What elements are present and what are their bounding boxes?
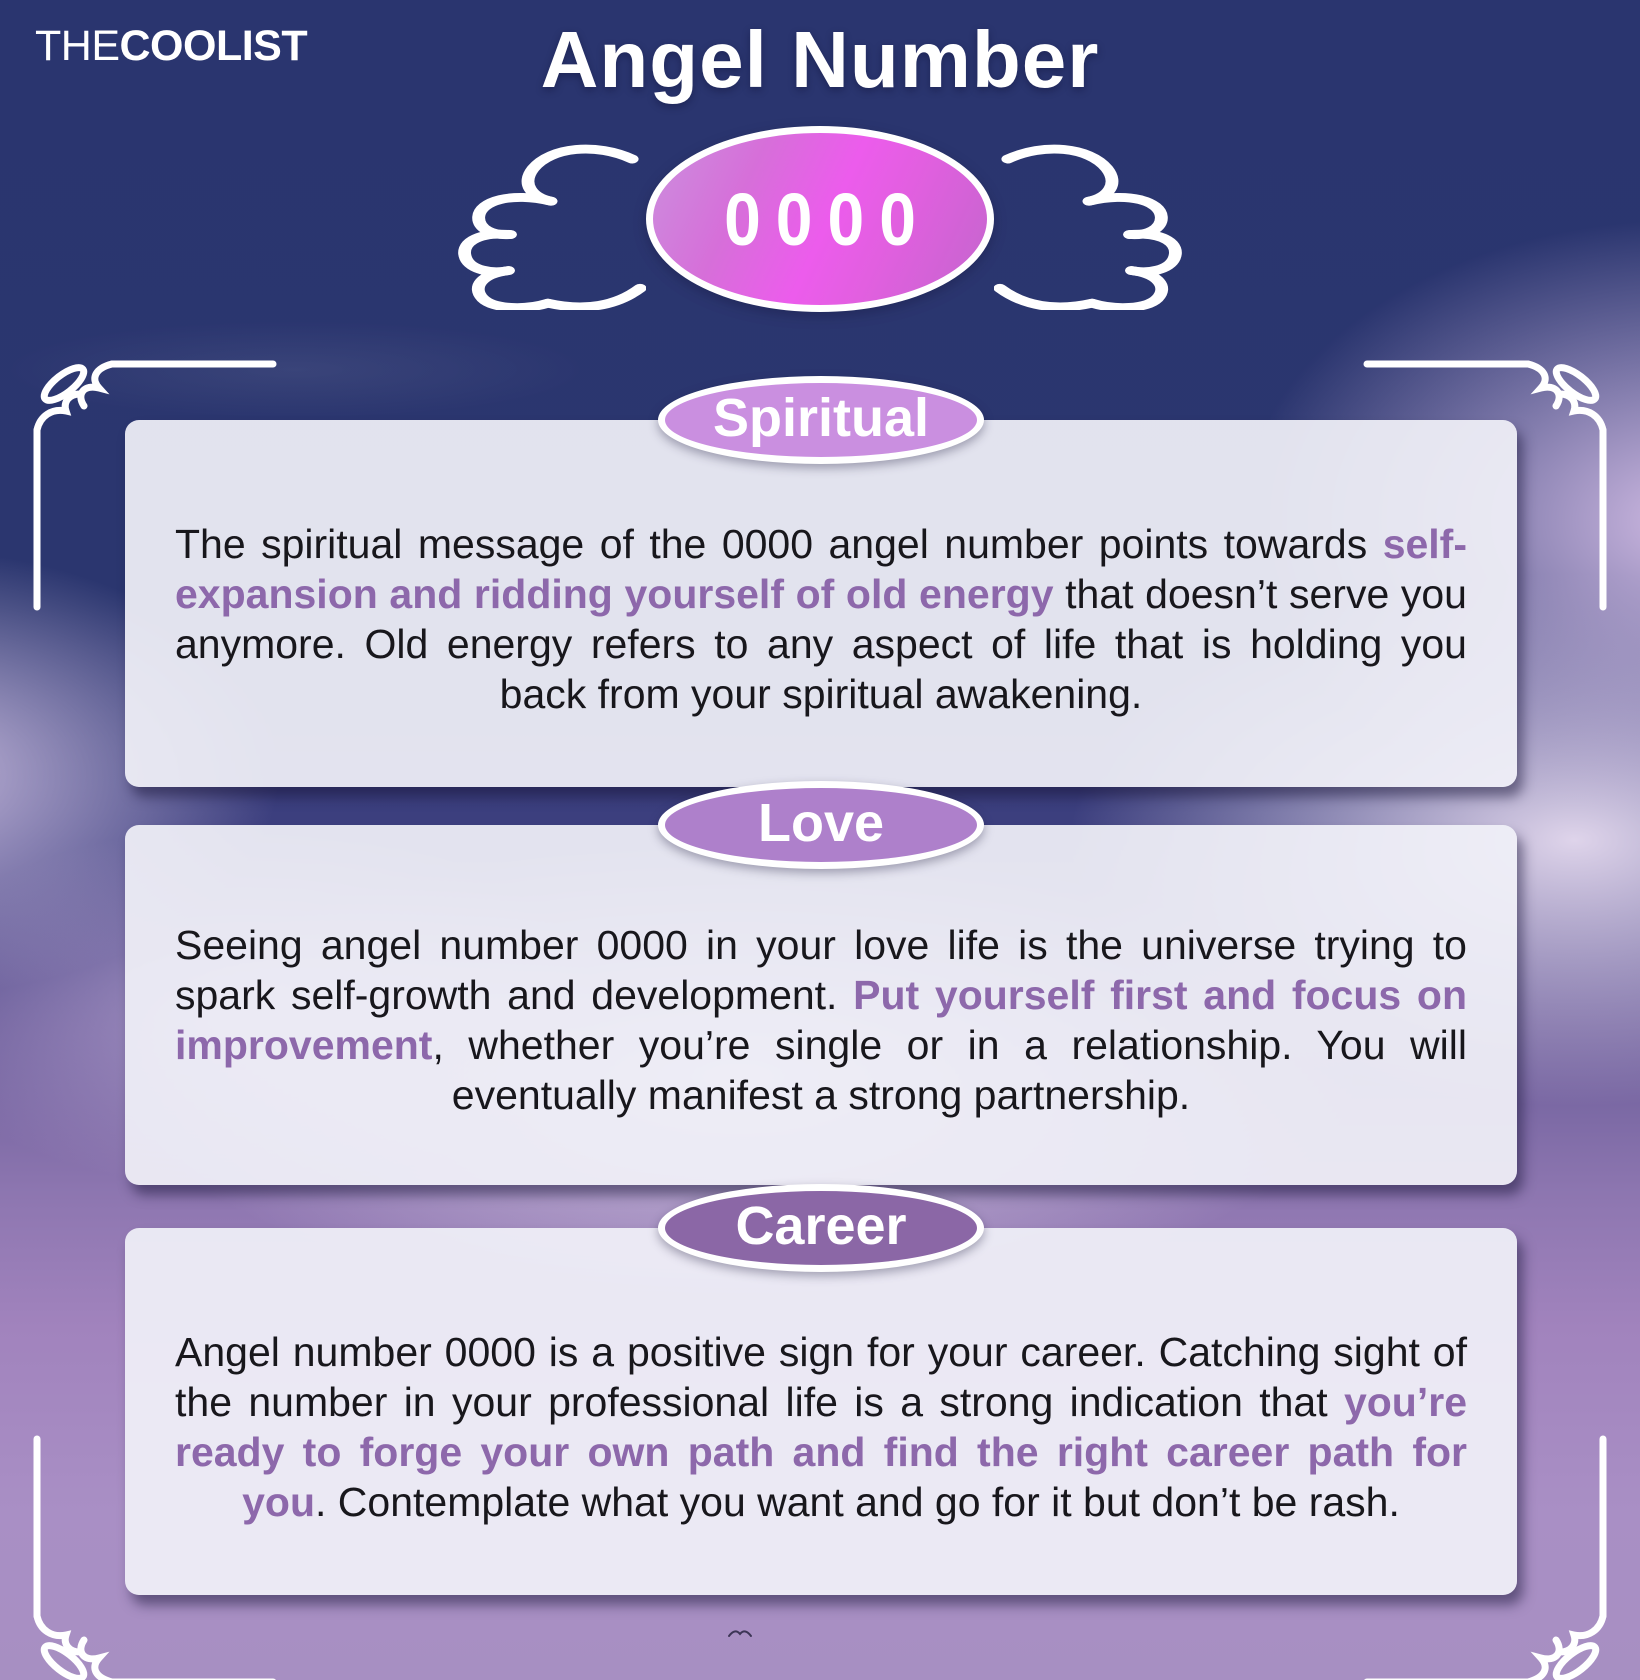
career-text-highlight: you’re ready to forge your own path and find the right career path for you (175, 1378, 1467, 1525)
page-title: Angel Number (540, 15, 1100, 104)
section-spiritual (125, 388, 1517, 787)
badge-career-label: Career (735, 1196, 907, 1256)
career-text (175, 1327, 1467, 1527)
angel-number-oval (646, 126, 994, 312)
badge-spiritual-label: Spiritual (712, 388, 930, 448)
love-text (175, 920, 1467, 1120)
panel-career (125, 1228, 1517, 1595)
panel-spiritual (125, 420, 1517, 787)
brand-suffix: COOLIST (119, 22, 308, 70)
spiritual-text-pre: The spiritual message of the 0000 angel number points towards (175, 520, 1383, 567)
angel-wing-right-icon (994, 140, 1192, 310)
love-text-highlight: Put yourself first and focus on improvement (175, 972, 1467, 1068)
angel-number-value: 0000 (724, 177, 931, 261)
spiritual-text (175, 519, 1467, 719)
section-love (125, 793, 1517, 1185)
love-text-post: , whether you’re single or in a relationship. You will eventually manifest a strong partnership. (432, 1022, 1467, 1118)
spiritual-text-highlight: self-expansion and ridding yourself of old energy (175, 520, 1467, 617)
bird-silhouette (727, 1627, 753, 1639)
panel-love (125, 825, 1517, 1185)
badge-love (658, 781, 984, 869)
career-text-pre: Angel number 0000 is a positive sign for your career. Catching sight of the number in your professional life is a strong indication that (175, 1328, 1467, 1425)
spiritual-text-post: that doesn’t serve you anymore. Old energy refers to any aspect of life that is holding you back from your spiritual awakening. (175, 570, 1467, 717)
winged-number (0, 118, 1640, 328)
badge-career (658, 1184, 984, 1272)
career-text-post: . Contemplate what you want and go for it but don’t be rash. (315, 1478, 1400, 1525)
badge-spiritual (658, 376, 984, 464)
love-text-pre: Seeing angel number 0000 in your love life is the universe trying to spark self-growth and development. (175, 922, 1467, 1018)
badge-love-label: Love (757, 793, 885, 853)
angel-wing-left-icon (448, 140, 646, 310)
section-career (125, 1196, 1517, 1595)
brand-prefix: THE (35, 22, 120, 70)
